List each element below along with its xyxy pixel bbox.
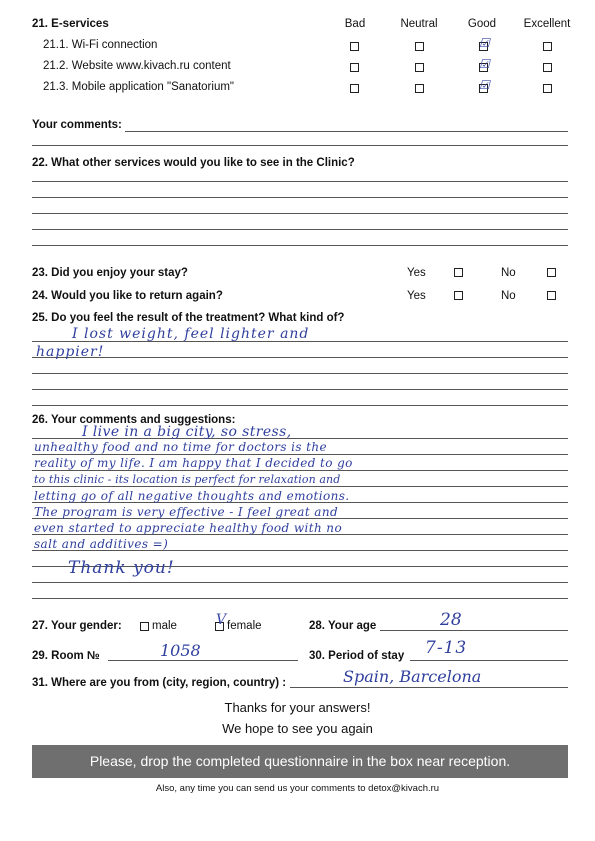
- q25-answer-line: I lost weight, feel lighter and: [72, 326, 310, 342]
- eservice-label-app: 21.3. Mobile application "Sanatorium": [43, 81, 234, 93]
- app-bad-checkbox[interactable]: [350, 84, 359, 93]
- q29-label: 29. Room №: [32, 650, 100, 662]
- period-value: 7-13: [425, 638, 468, 658]
- q31-label: 31. Where are you from (city, region, country) :: [32, 677, 287, 689]
- q26-line[interactable]: [32, 470, 568, 471]
- eservice-label-website: 21.2. Website www.kivach.ru content: [43, 60, 231, 72]
- q25-label: 25. Do you feel the result of the treatment? What kind of?: [32, 312, 345, 324]
- q25-answer-line: happier!: [36, 344, 105, 360]
- q26-answer-line: The program is very effective - I feel great and: [34, 505, 339, 519]
- q24-yes-checkbox[interactable]: [454, 291, 463, 300]
- gender-female-checkbox[interactable]: [215, 612, 227, 631]
- website-excellent-checkbox[interactable]: [543, 63, 552, 72]
- wifi-bad-checkbox[interactable]: [350, 42, 359, 51]
- eservice-label-wifi: 21.1. Wi-Fi connection: [43, 39, 158, 51]
- q25-line[interactable]: [32, 389, 568, 390]
- q24-yes-label: Yes: [407, 290, 426, 302]
- q26-answer-line: reality of my life. I am happy that I decided to go: [34, 456, 353, 470]
- website-neutral-checkbox[interactable]: [415, 63, 424, 72]
- q28-label: 28. Your age: [309, 620, 377, 632]
- website-good-checkbox[interactable]: [479, 57, 490, 72]
- q24-no-checkbox[interactable]: [547, 291, 556, 300]
- reception-banner: Please, drop the completed questionnaire in the box near reception.: [32, 745, 568, 778]
- gender-female-label: female: [227, 620, 262, 632]
- q22-line[interactable]: [32, 181, 568, 182]
- wifi-excellent-checkbox[interactable]: [543, 42, 552, 51]
- q26-answer-line: salt and additives =): [34, 537, 169, 551]
- q26-answer-line: to this clinic - its location is perfect for relaxation and: [34, 473, 341, 486]
- gender-male-label: male: [152, 620, 177, 632]
- q25-line[interactable]: [32, 373, 568, 374]
- room-value: 1058: [160, 641, 201, 660]
- hope-text: We hope to see you again: [222, 721, 373, 736]
- comments-label: Your comments:: [32, 119, 122, 131]
- q23-yes-label: Yes: [407, 267, 426, 279]
- age-value: 28: [440, 610, 462, 630]
- q26-answer-line: I live in a big city, so stress,: [82, 424, 292, 440]
- q27-label: 27. Your gender:: [32, 620, 122, 632]
- comments-line[interactable]: [125, 131, 568, 132]
- q23-no-label: No: [501, 267, 516, 279]
- q26-line[interactable]: [32, 598, 568, 599]
- q23-yes-checkbox[interactable]: [454, 268, 463, 277]
- q26-answer-line: unhealthy food and no time for doctors is the: [34, 440, 327, 454]
- q26-answer-line: letting go of all negative thoughts and emotions.: [34, 489, 350, 503]
- origin-field-line[interactable]: [290, 687, 568, 688]
- wifi-neutral-checkbox[interactable]: [415, 42, 424, 51]
- check-mark-icon: ☑: [479, 57, 490, 71]
- q24-no-label: No: [501, 290, 516, 302]
- q26-label: 26. Your comments and suggestions:: [32, 414, 236, 426]
- q22-line[interactable]: [32, 245, 568, 246]
- q26-line[interactable]: [32, 454, 568, 455]
- app-excellent-checkbox[interactable]: [543, 84, 552, 93]
- app-neutral-checkbox[interactable]: [415, 84, 424, 93]
- q25-line[interactable]: [32, 405, 568, 406]
- website-bad-checkbox[interactable]: [350, 63, 359, 72]
- q22-line[interactable]: [32, 197, 568, 198]
- check-mark-icon: ☑: [479, 36, 490, 50]
- wifi-good-checkbox[interactable]: [479, 36, 490, 51]
- app-good-checkbox[interactable]: [479, 78, 490, 93]
- q26-line[interactable]: [32, 582, 568, 583]
- comments-line[interactable]: [32, 145, 568, 146]
- footer-text: Also, any time you can send us your comments to detox@kivach.ru: [155, 783, 440, 794]
- origin-value: Spain, Barcelona: [343, 667, 482, 686]
- period-field-line[interactable]: [410, 660, 568, 661]
- column-bad: Bad: [344, 18, 366, 30]
- q26-answer-line: even started to appreciate healthy food with no: [34, 521, 343, 535]
- q22-label: 22. What other services would you like to see in the Clinic?: [32, 157, 355, 169]
- check-mark-icon: V: [216, 612, 227, 628]
- eservices-title: 21. E-services: [32, 18, 109, 30]
- q23-no-checkbox[interactable]: [547, 268, 556, 277]
- q22-line[interactable]: [32, 229, 568, 230]
- q25-line[interactable]: [32, 357, 568, 358]
- q23-label: 23. Did you enjoy your stay?: [32, 267, 188, 279]
- q24-label: 24. Would you like to return again?: [32, 290, 223, 302]
- q22-line[interactable]: [32, 213, 568, 214]
- gender-male-checkbox[interactable]: [140, 622, 149, 631]
- q26-line[interactable]: [32, 486, 568, 487]
- q30-label: 30. Period of stay: [309, 650, 405, 662]
- check-mark-icon: ☑: [479, 78, 490, 92]
- column-neutral: Neutral: [400, 18, 438, 30]
- q26-answer-line: Thank you!: [68, 558, 175, 578]
- column-excellent: Excellent: [523, 18, 571, 30]
- room-field-line[interactable]: [108, 660, 298, 661]
- age-field-line[interactable]: [380, 630, 568, 631]
- column-good: Good: [467, 18, 497, 30]
- thanks-text: Thanks for your answers!: [224, 700, 371, 715]
